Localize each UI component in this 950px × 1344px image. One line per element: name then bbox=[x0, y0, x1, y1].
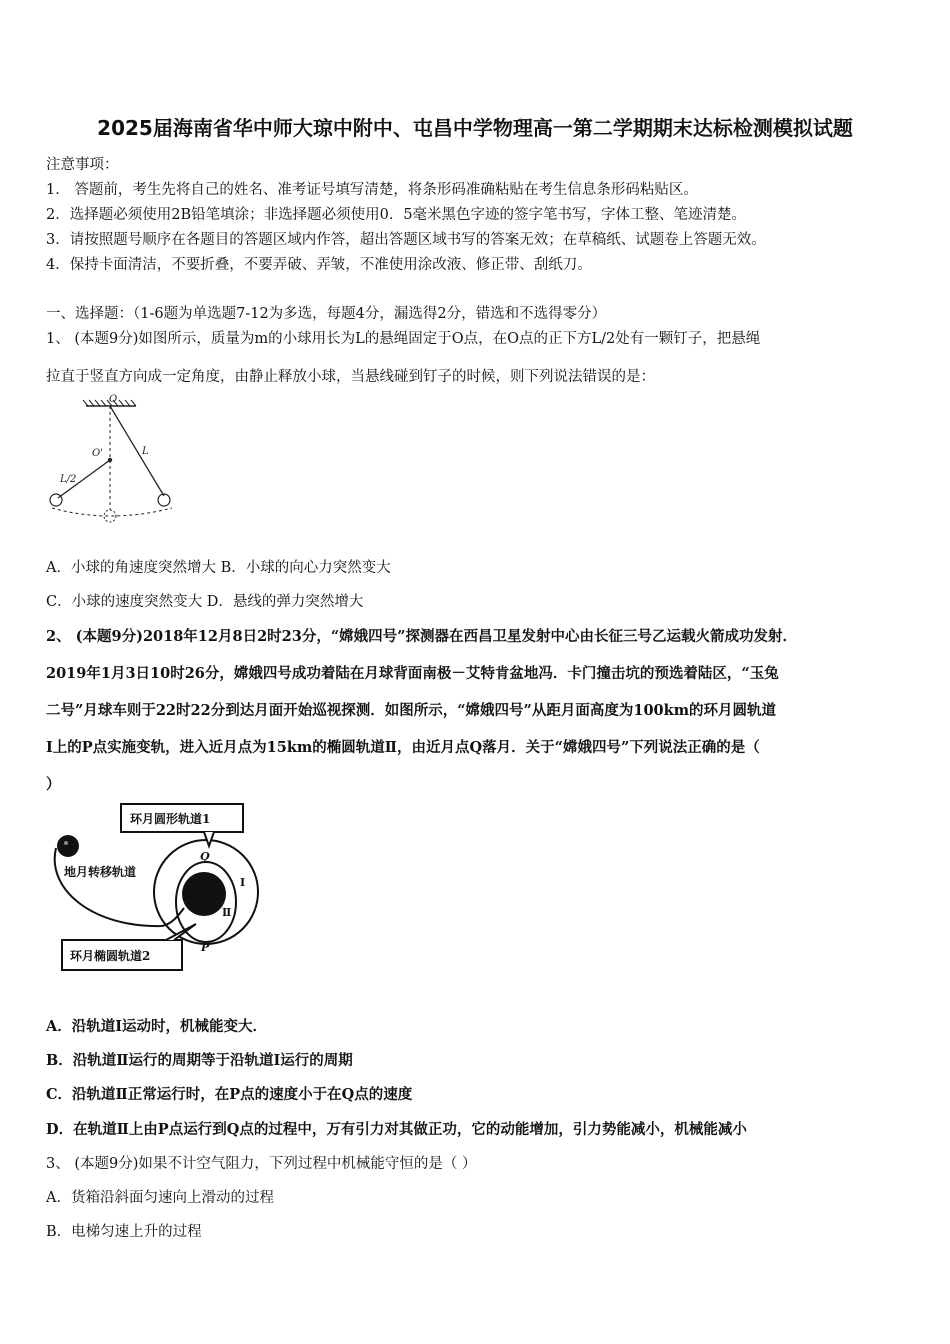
notes-item-2: 2．选择题必须使用2B铅笔填涂；非选择题必须使用0．5毫米黑色字迹的签字笔书写，字体工整、笔迹清楚。 bbox=[46, 207, 747, 223]
notes-heading: 注意事项： bbox=[46, 157, 119, 173]
q2-option-d: D．在轨道Ⅱ上由P点运行到Q点的过程中，万有引力对其做正功，它的动能增加，引力势能减小，机械能减小 bbox=[46, 1121, 747, 1138]
q2-option-c: C．沿轨道Ⅱ正常运行时，在P点的速度小于在Q点的速度 bbox=[46, 1086, 413, 1103]
page-title: 2025届海南省华中师大琼中附中、屯昌中学物理高一第二学期期末达标检测模拟试题 bbox=[97, 116, 853, 140]
q3-option-b: B．电梯匀速上升的过程 bbox=[46, 1224, 202, 1240]
label-ii: Ⅱ bbox=[222, 906, 232, 919]
q2-stem-line2: 2019年1月3日10时26分，嫦娥四号成功着陆在月球背面南极－艾特肯盆地冯．卡门撞击坑的预选着陆区，“玉兔 bbox=[46, 665, 779, 682]
orbit-figure bbox=[44, 800, 280, 978]
q2-stem-line4: I上的P点实施变轨，进入近月点为15km的椭圆轨道Ⅱ，由近月点Q落月．关于“嫦娥四号”下列说法正确的是（ bbox=[46, 739, 760, 756]
q2-stem-line3: 二号”月球车则于22时22分到达月面开始巡视探测．如图所示，“嫦娥四号”从距月面高度为100km的环月圆轨道 bbox=[46, 702, 777, 719]
label-half-l: L/2 bbox=[60, 474, 77, 485]
label-o: O bbox=[109, 394, 118, 405]
pendulum-figure bbox=[44, 392, 184, 526]
label-l: L bbox=[142, 446, 149, 457]
q1-stem-line1: 1、 (本题9分)如图所示，质量为m的小球用长为L的悬绳固定于O点，在O点的正下方L/2处有一颗钉子，把悬绳 bbox=[46, 331, 761, 347]
q3-option-a: A．货箱沿斜面匀速向上滑动的过程 bbox=[46, 1190, 274, 1206]
q3-stem: 3、 (本题9分)如果不计空气阻力，下列过程中机械能守恒的是（ ） bbox=[46, 1156, 477, 1172]
notes-item-4: 4．保持卡面清洁，不要折叠，不要弄破、弄皱，不准使用涂改液、修正带、刮纸刀。 bbox=[46, 257, 592, 273]
q2-stem-line1: 2、 (本题9分)2018年12月8日2时23分，“嫦娥四号”探测器在西昌卫星发射中心由长征三号乙运载火箭成功发射． bbox=[46, 628, 798, 645]
label-orbit2: 环月椭圆轨道2 bbox=[70, 949, 151, 963]
q2-stem-line5: ） bbox=[46, 776, 61, 793]
label-transfer-orbit: 地月转移轨道 bbox=[64, 865, 137, 879]
q1-options-row2: C．小球的速度突然变大 D．悬线的弹力突然增大 bbox=[46, 594, 364, 610]
q2-option-a: A．沿轨道I运动时，机械能变大． bbox=[46, 1018, 268, 1035]
notes-item-3: 3．请按照题号顺序在各题目的答题区域内作答，超出答题区域书写的答案无效；在草稿纸、试题卷上答题无效。 bbox=[46, 232, 766, 248]
section-heading: 一、选择题：（1-6题为单选题7-12为多选，每题4分，漏选得2分，错选和不选得零分） bbox=[46, 306, 607, 322]
label-o-prime: O' bbox=[92, 448, 103, 459]
label-orbit1: 环月圆形轨道1 bbox=[130, 812, 211, 826]
q1-stem-line2: 拉直于竖直方向成一定角度，由静止释放小球，当悬线碰到钉子的时候，则下列说法错误的是： bbox=[46, 369, 655, 385]
q1-options-row1: A．小球的角速度突然增大 B．小球的向心力突然变大 bbox=[46, 560, 391, 576]
label-q: Q bbox=[200, 850, 210, 863]
label-p: P bbox=[201, 941, 210, 954]
label-i: I bbox=[240, 876, 246, 889]
q2-option-b: B．沿轨道Ⅱ运行的周期等于沿轨道I运行的周期 bbox=[46, 1052, 353, 1069]
notes-item-1: 1． 答题前，考生先将自己的姓名、准考证号填写清楚，将条形码准确粘贴在考生信息条形码粘贴区。 bbox=[46, 182, 698, 198]
